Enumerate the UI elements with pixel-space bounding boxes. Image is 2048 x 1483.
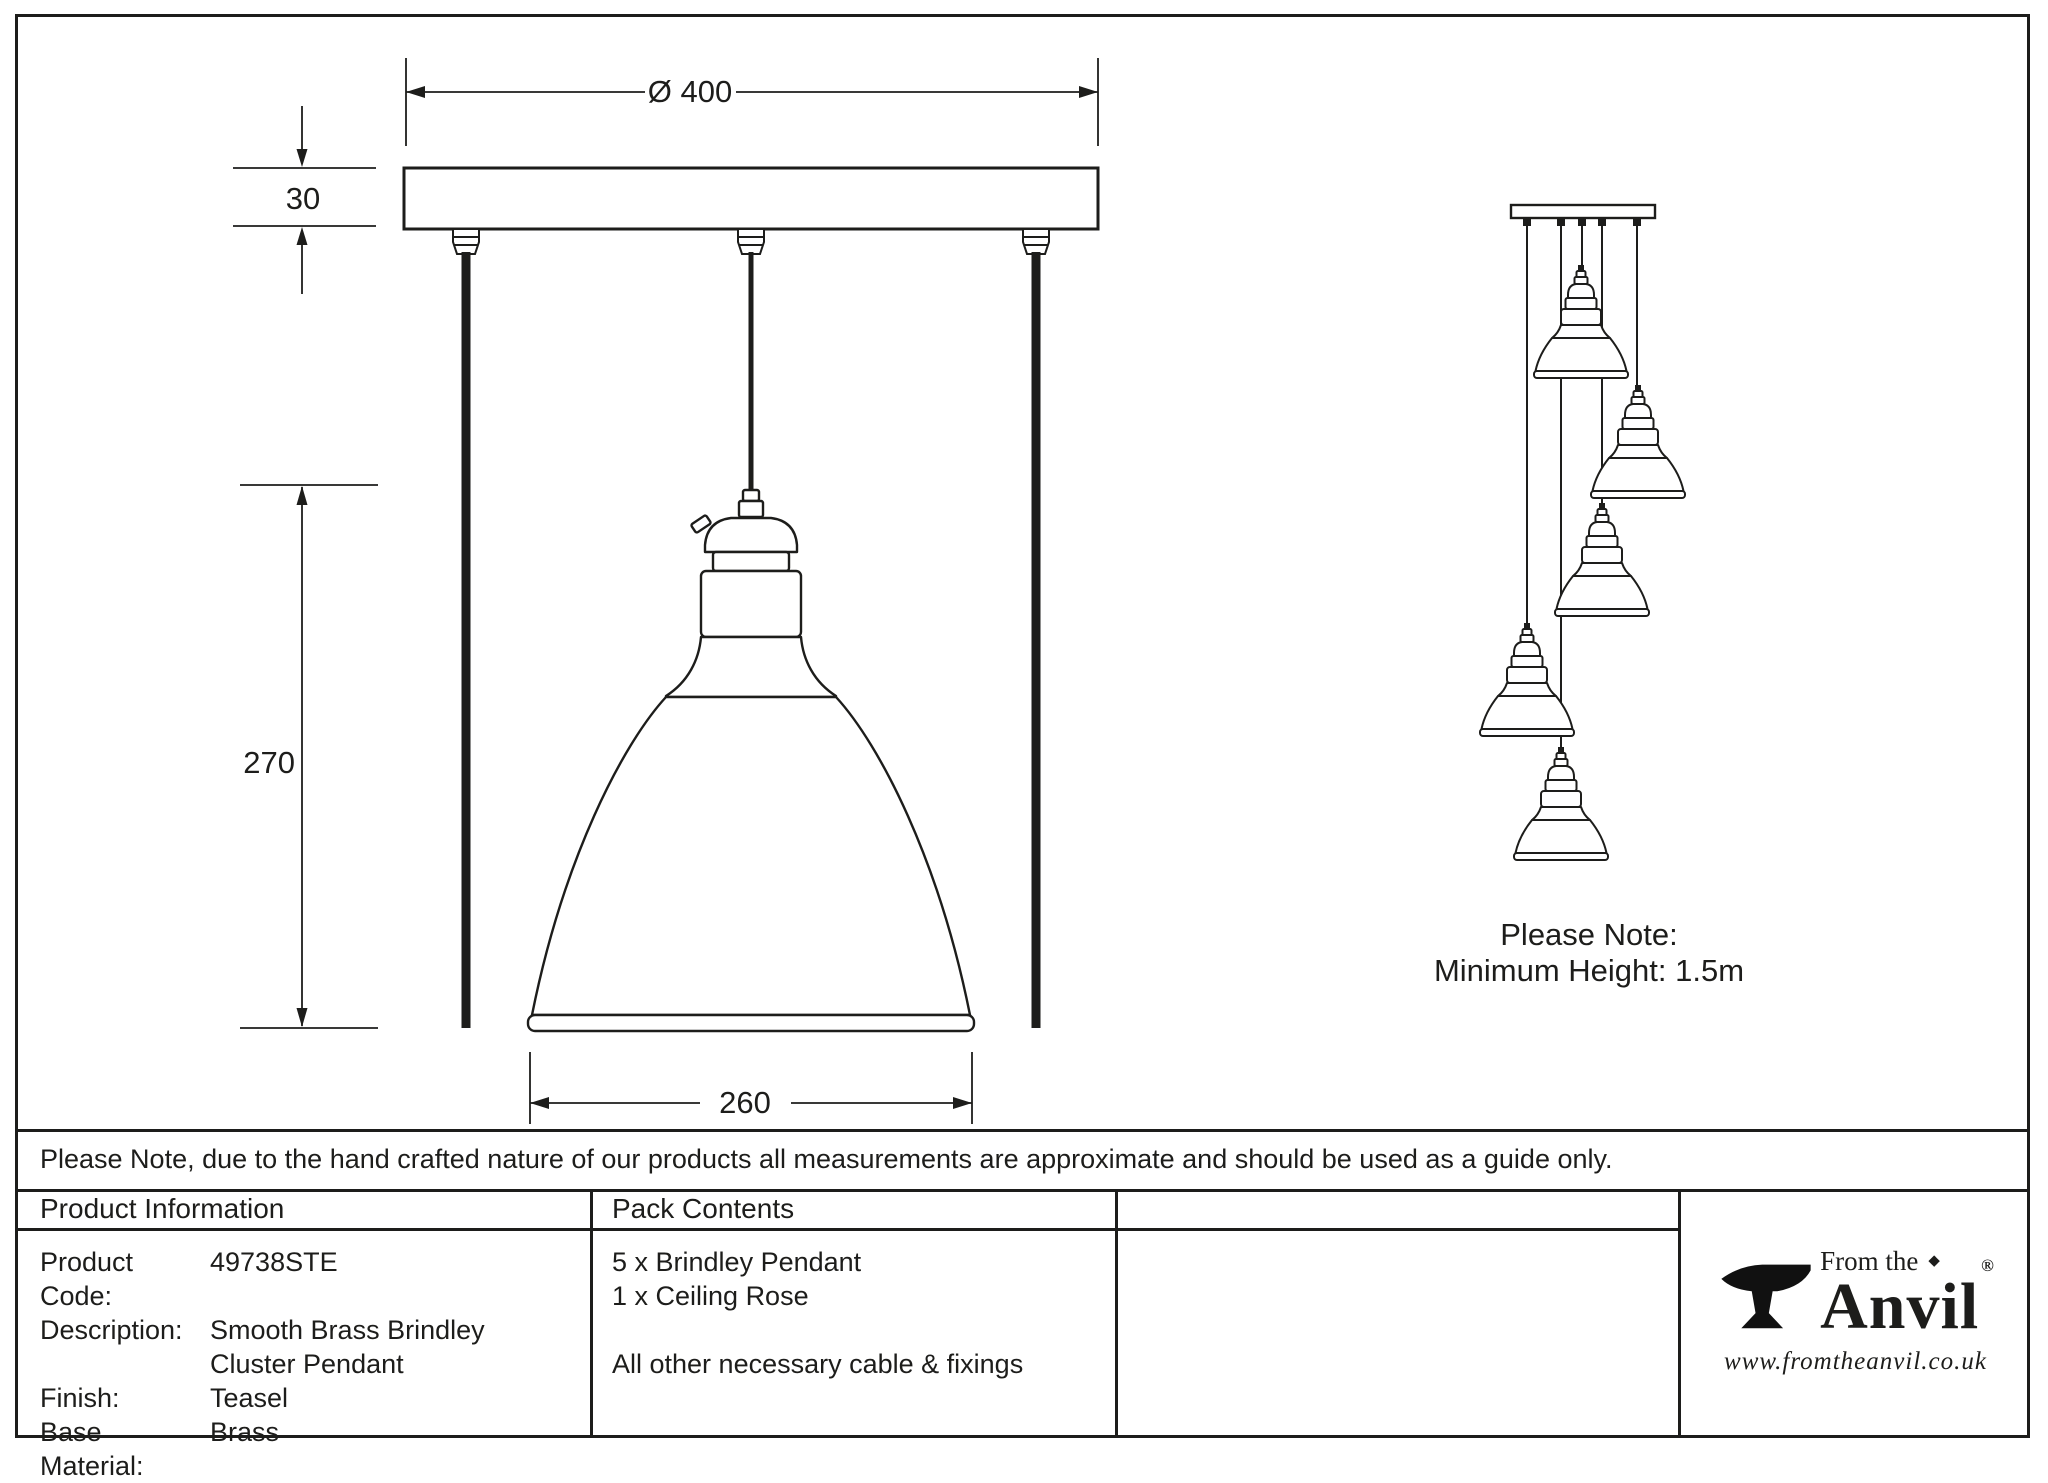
cable-grommets <box>453 229 1049 254</box>
dimension-rose-diameter <box>406 58 1098 146</box>
finish-label: Finish: <box>40 1383 120 1413</box>
divider-product-pack <box>590 1189 593 1438</box>
description-label: Description: <box>40 1315 183 1345</box>
cluster-note <box>1434 917 1744 988</box>
shade-diameter-label: 260 <box>719 1085 771 1120</box>
disclaimer-text: Please Note, due to the hand crafted nature of our products all measurements are approximate and should be used as a guide only. <box>40 1143 1613 1174</box>
pendant-holder-lower <box>701 571 801 637</box>
pack-contents-header <box>612 1189 1092 1228</box>
rose-diameter-label: Ø 400 <box>647 74 733 109</box>
pendant-height-label: 270 <box>243 745 295 780</box>
brand-logo <box>1681 1189 2030 1435</box>
pack-contents-cell <box>612 1245 1102 1381</box>
logo-lockup <box>1718 1245 1995 1343</box>
pack-item-spacer <box>612 1313 1102 1347</box>
cable-right <box>1032 252 1041 1028</box>
note-line-1: Please Note: <box>1500 917 1678 952</box>
base-material-value: Brass <box>210 1417 280 1447</box>
base-material-row <box>40 1415 580 1483</box>
rule-header-bottom <box>15 1228 1681 1231</box>
divider-pack-spare <box>1115 1189 1118 1438</box>
rose-thickness-label: 30 <box>285 181 321 216</box>
cluster-pendant-1 <box>1534 265 1628 378</box>
description-label-2 <box>40 1347 210 1381</box>
pendant-shade <box>532 697 970 1015</box>
ceiling-rose <box>404 168 1098 229</box>
note-line-2: Minimum Height: 1.5m <box>1433 953 1745 988</box>
description-value-2: Cluster Pendant <box>210 1349 404 1379</box>
product-code-value: 49738STE <box>210 1247 338 1277</box>
diamond-icon: ◆ <box>1928 1252 1940 1269</box>
pack-item: 5 x Brindley Pendant <box>612 1247 862 1277</box>
logo-brand-text: Anvil <box>1820 1269 1980 1343</box>
product-information-header-label: Product Information <box>40 1192 285 1224</box>
product-code-label: Product Code: <box>40 1247 134 1311</box>
dimension-shade-diameter <box>530 1052 972 1124</box>
finish-value: Teasel <box>210 1383 289 1413</box>
product-information-cell <box>40 1245 580 1483</box>
base-material-label: Base Material: <box>40 1417 144 1481</box>
cable-center <box>749 252 754 490</box>
dimension-rose-thickness <box>233 106 376 294</box>
logo-url: www.fromtheanvil.co.uk <box>1724 1347 1987 1375</box>
finish-row <box>40 1381 580 1415</box>
pendant-holder-upper <box>713 552 789 571</box>
description-row-2 <box>40 1347 580 1381</box>
pack-item: 1 x Ceiling Rose <box>612 1281 809 1311</box>
product-information-header <box>40 1189 560 1228</box>
cluster-pendant-2 <box>1591 385 1685 498</box>
description-value: Smooth Brass Brindley <box>210 1315 485 1345</box>
description-row <box>40 1313 580 1347</box>
product-code-row <box>40 1245 580 1313</box>
main-pendant <box>528 490 974 1031</box>
pendant-shoulder <box>666 637 836 697</box>
logo-prefix: From the <box>1820 1245 1919 1276</box>
pack-item: All other necessary cable & fixings <box>612 1349 1024 1379</box>
pendant-rim <box>528 1015 974 1031</box>
pendant-ferrule <box>743 490 759 501</box>
cluster-pendant-4 <box>1480 623 1574 736</box>
cluster-diagram <box>1480 205 1685 860</box>
pendant-cap <box>705 518 797 552</box>
cluster-pendant-5 <box>1514 747 1608 860</box>
logo-texts <box>1820 1245 1995 1343</box>
pack-contents-header-label: Pack Contents <box>612 1192 795 1224</box>
cable-left <box>462 252 471 1028</box>
cluster-ceiling-rose <box>1511 205 1655 218</box>
cluster-pendant-3 <box>1555 503 1649 616</box>
dimension-pendant-height <box>240 485 378 1028</box>
disclaimer-note <box>40 1129 2000 1189</box>
anvil-icon <box>1718 1258 1814 1334</box>
registered-mark: ® <box>1981 1255 1995 1275</box>
